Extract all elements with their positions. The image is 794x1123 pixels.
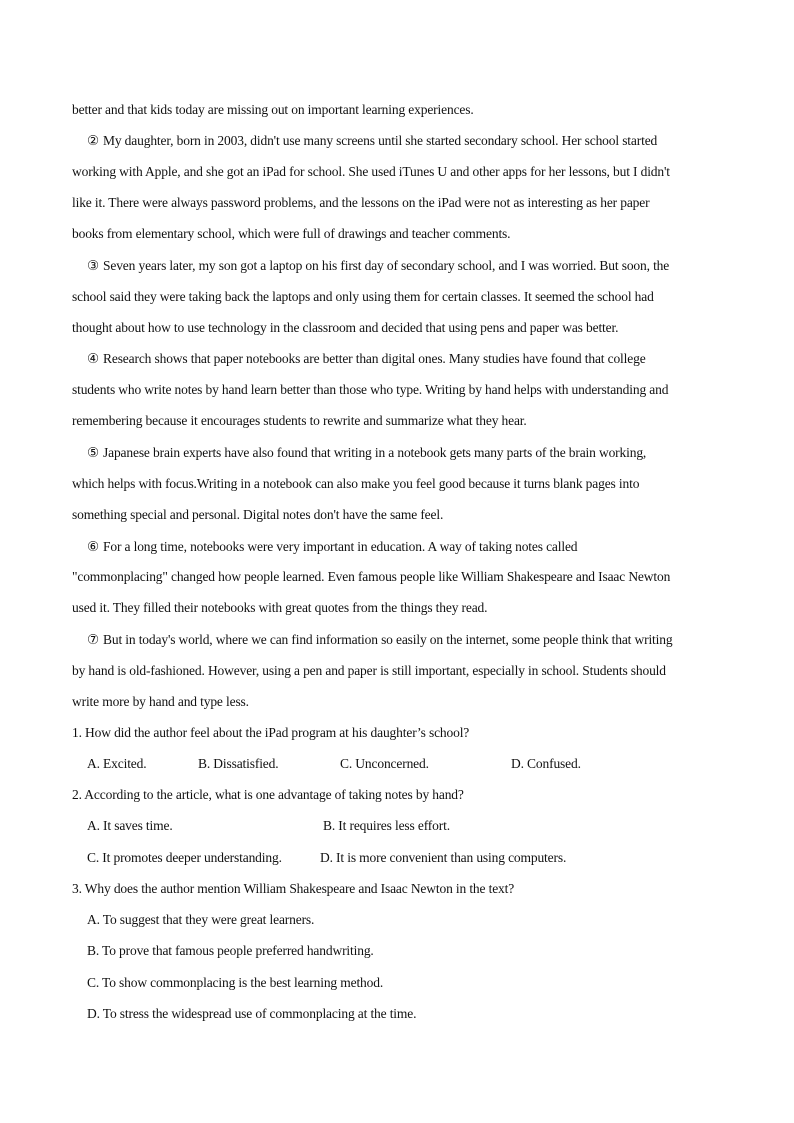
- paragraph-2-line-3: like it. There were always password problems, and the lessons on the iPad were not as interesting as her paper: [72, 195, 650, 210]
- question-3-option-d: D. To stress the widespread use of commonplacing at the time.: [87, 1006, 417, 1021]
- paragraph-2-line-4: books from elementary school, which were full of drawings and teacher comments.: [72, 226, 511, 241]
- paragraph-3-line-1: ③ Seven years later, my son got a laptop on his first day of secondary school, and I was worried. But soon, the: [87, 258, 670, 273]
- paragraph-number-7: ⑦: [87, 632, 99, 647]
- passage-carry-over-line: better and that kids today are missing out on important learning experiences.: [72, 102, 474, 117]
- question-1-option-a: A. Excited.: [87, 756, 147, 771]
- paragraph-number-2: ②: [87, 133, 99, 148]
- paragraph-7-line-2: by hand is old-fashioned. However, using a pen and paper is still important, especially in school. Students should: [72, 663, 666, 678]
- paragraph-5-line-2: which helps with focus.Writing in a notebook can also make you feel good because it turns blank pages into: [72, 476, 640, 491]
- paragraph-3-line-2: school said they were taking back the laptops and only using them for certain classes. It seemed the school had: [72, 289, 654, 304]
- paragraph-4-line-1: ④ Research shows that paper notebooks are better than digital ones. Many studies have found that college: [87, 351, 646, 366]
- question-3-option-a: A. To suggest that they were great learners.: [87, 912, 315, 927]
- paragraph-6-line-3: used it. They filled their notebooks with great quotes from the things they read.: [72, 600, 488, 615]
- question-2-option-b: B. It requires less effort.: [323, 818, 450, 833]
- question-3-option-c: C. To show commonplacing is the best learning method.: [87, 975, 384, 990]
- paragraph-5-line-3: something special and personal. Digital notes don't have the same feel.: [72, 507, 444, 522]
- question-1-option-b: B. Dissatisfied.: [198, 756, 279, 771]
- paragraph-number-5: ⑤: [87, 445, 99, 460]
- paragraph-number-4: ④: [87, 351, 99, 366]
- question-3-stem: 3. Why does the author mention William Shakespeare and Isaac Newton in the text?: [72, 881, 515, 896]
- paragraph-6-line-2: "commonplacing" changed how people learned. Even famous people like William Shakespeare and Isaac Newton: [72, 569, 671, 584]
- question-2-option-c: C. It promotes deeper understanding.: [87, 850, 282, 865]
- question-1-option-d: D. Confused.: [511, 756, 581, 771]
- paragraph-number-3: ③: [87, 258, 99, 273]
- paragraph-5-line-1: ⑤ Japanese brain experts have also found that writing in a notebook gets many parts of the brain working,: [87, 445, 647, 460]
- question-2-option-a: A. It saves time.: [87, 818, 173, 833]
- paragraph-4-line-3: remembering because it encourages students to rewrite and summarize what they hear.: [72, 413, 527, 428]
- paragraph-3-line-3: thought about how to use technology in the classroom and decided that using pens and paper was better.: [72, 320, 619, 335]
- paragraph-4-line-2: students who write notes by hand learn better than those who type. Writing by hand helps with understanding and: [72, 382, 669, 397]
- question-1-option-c: C. Unconcerned.: [340, 756, 429, 771]
- paragraph-7-line-1: ⑦ But in today's world, where we can find information so easily on the internet, some people think that writing: [87, 632, 673, 647]
- question-3-option-b: B. To prove that famous people preferred handwriting.: [87, 943, 374, 958]
- paragraph-number-6: ⑥: [87, 539, 99, 554]
- question-1-stem: 1. How did the author feel about the iPad program at his daughter’s school?: [72, 725, 470, 740]
- paragraph-7-line-3: write more by hand and type less.: [72, 694, 249, 709]
- paragraph-2-line-2: working with Apple, and she got an iPad for school. She used iTunes U and other apps for her lessons, but I didn't: [72, 164, 670, 179]
- question-2-stem: 2. According to the article, what is one advantage of taking notes by hand?: [72, 787, 464, 802]
- question-2-option-d: D. It is more convenient than using computers.: [320, 850, 567, 865]
- paragraph-2-line-1: ② My daughter, born in 2003, didn't use many screens until she started secondary school. Her school started: [87, 133, 658, 148]
- paragraph-6-line-1: ⑥ For a long time, notebooks were very important in education. A way of taking notes called: [87, 539, 578, 554]
